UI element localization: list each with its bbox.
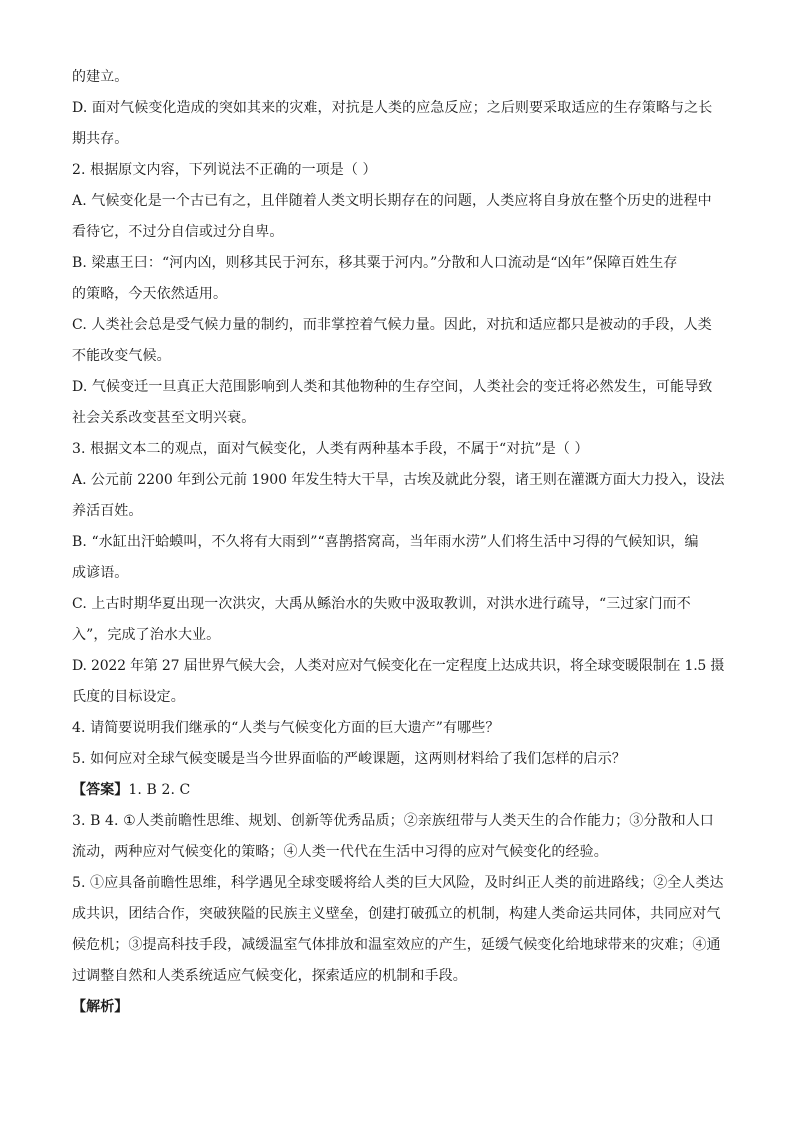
analysis-label: 【解析】: [72, 999, 129, 1015]
text-line: 看待它，不过分自信或过分自卑。: [72, 224, 284, 240]
answer-line: 候危机；③提高科技手段，减缓温室气体排放和温室效应的产生，延缓气候变化给地球带来的灾难；④通: [72, 937, 721, 953]
answer-line: 过调整自然和人类系统适应气候变化，探索适应的机制和手段。: [72, 968, 467, 984]
answer-line: 成共识，团结合作，突破狭隘的民族主义壁垒，创建打破孤立的机制，构建人类命运共同体，共同应对气: [72, 906, 721, 922]
text-line: 成谚语。: [72, 565, 129, 581]
option-d-line: D. 2022 年第 27 届世界气候大会，人类对应对气候变化在一定程度上达成共识，将全球变暖限制在 1.5 摄: [72, 658, 725, 674]
option-c-line: C. 上古时期华夏出现一次洪灾，大禹从鲧治水的失败中汲取教训，对洪水进行疏导，“三过家门而不: [72, 596, 691, 612]
option-b-line: B. “水缸出汗蛤蟆叫，不久将有大雨到”“喜鹊搭窝高，当年雨水涝”人们将生活中习得的气候知识，编: [72, 534, 699, 550]
question-2: 2. 根据原文内容，下列说法不正确的一项是（ ）: [72, 162, 377, 178]
text-line: 入”，完成了治水大业。: [72, 627, 221, 643]
answer-row: [72, 775, 724, 806]
text-line: 期共存。: [72, 131, 129, 147]
text-line: 养活百姓。: [72, 503, 143, 519]
option-d-line: D. 气候变迁一旦真正大范围影响到人类和其他物种的生存空间，人类社会的变迁将必然发生，可能导致: [72, 379, 713, 395]
answer-line: 5. ①应具备前瞻性思维，科学遇见全球变暖将给人类的巨大风险，及时纠正人类的前进路线；②全人类达: [72, 875, 724, 891]
answer-values: 1. B 2. C: [128, 782, 191, 798]
option-d-line: D. 面对气候变化造成的突如其来的灾难，对抗是人类的应急反应；之后则要采取适应的生存策略与之长: [72, 100, 713, 116]
option-a-line: A. 气候变化是一个古已有之，且伴随着人类文明长期存在的问题，人类应将自身放在整个历史的进程中: [72, 193, 712, 209]
text-line: 的建立。: [72, 69, 129, 85]
question-3: 3. 根据文本二的观点，面对气候变化，人类有两种基本手段，不属于“对抗”是（ ）: [72, 441, 589, 457]
option-b-line: B. 梁惠王曰：“河内凶，则移其民于河东，移其粟于河内。”分散和人口流动是“凶年”保障百姓生存: [72, 255, 678, 271]
answer-line: 流动，两种应对气候变化的策略；④人类一代代在生活中习得的应对气候变化的经验。: [72, 844, 608, 860]
text-line: 的策略，今天依然适用。: [72, 286, 228, 302]
document-body: [72, 62, 724, 1023]
option-a-line: A. 公元前 2200 年到公元前 1900 年发生特大干旱，古埃及就此分裂，诸王则在灌溉方面大力投入，设法: [72, 472, 725, 488]
option-c-line: C. 人类社会总是受气候力量的制约，而非掌控着气候力量。因此，对抗和适应都只是被动的手段，人类: [72, 317, 712, 333]
question-5: 5. 如何应对全球气候变暖是当今世界面临的严峻课题，这两则材料给了我们怎样的启示？: [72, 751, 626, 767]
question-4: 4. 请简要说明我们继承的“人类与气候变化方面的巨大遗产”有哪些？: [72, 720, 500, 736]
answer-line: 3. B 4. ①人类前瞻性思维、规划、创新等优秀品质；②亲族纽带与人类天生的合作能力；③分散和人口: [72, 813, 714, 829]
answer-label: 【答案】: [72, 782, 129, 798]
text-line: 氏度的目标设定。: [72, 689, 185, 705]
text-line: 社会关系改变甚至文明兴衰。: [72, 410, 256, 426]
text-line: 不能改变气候。: [72, 348, 171, 364]
